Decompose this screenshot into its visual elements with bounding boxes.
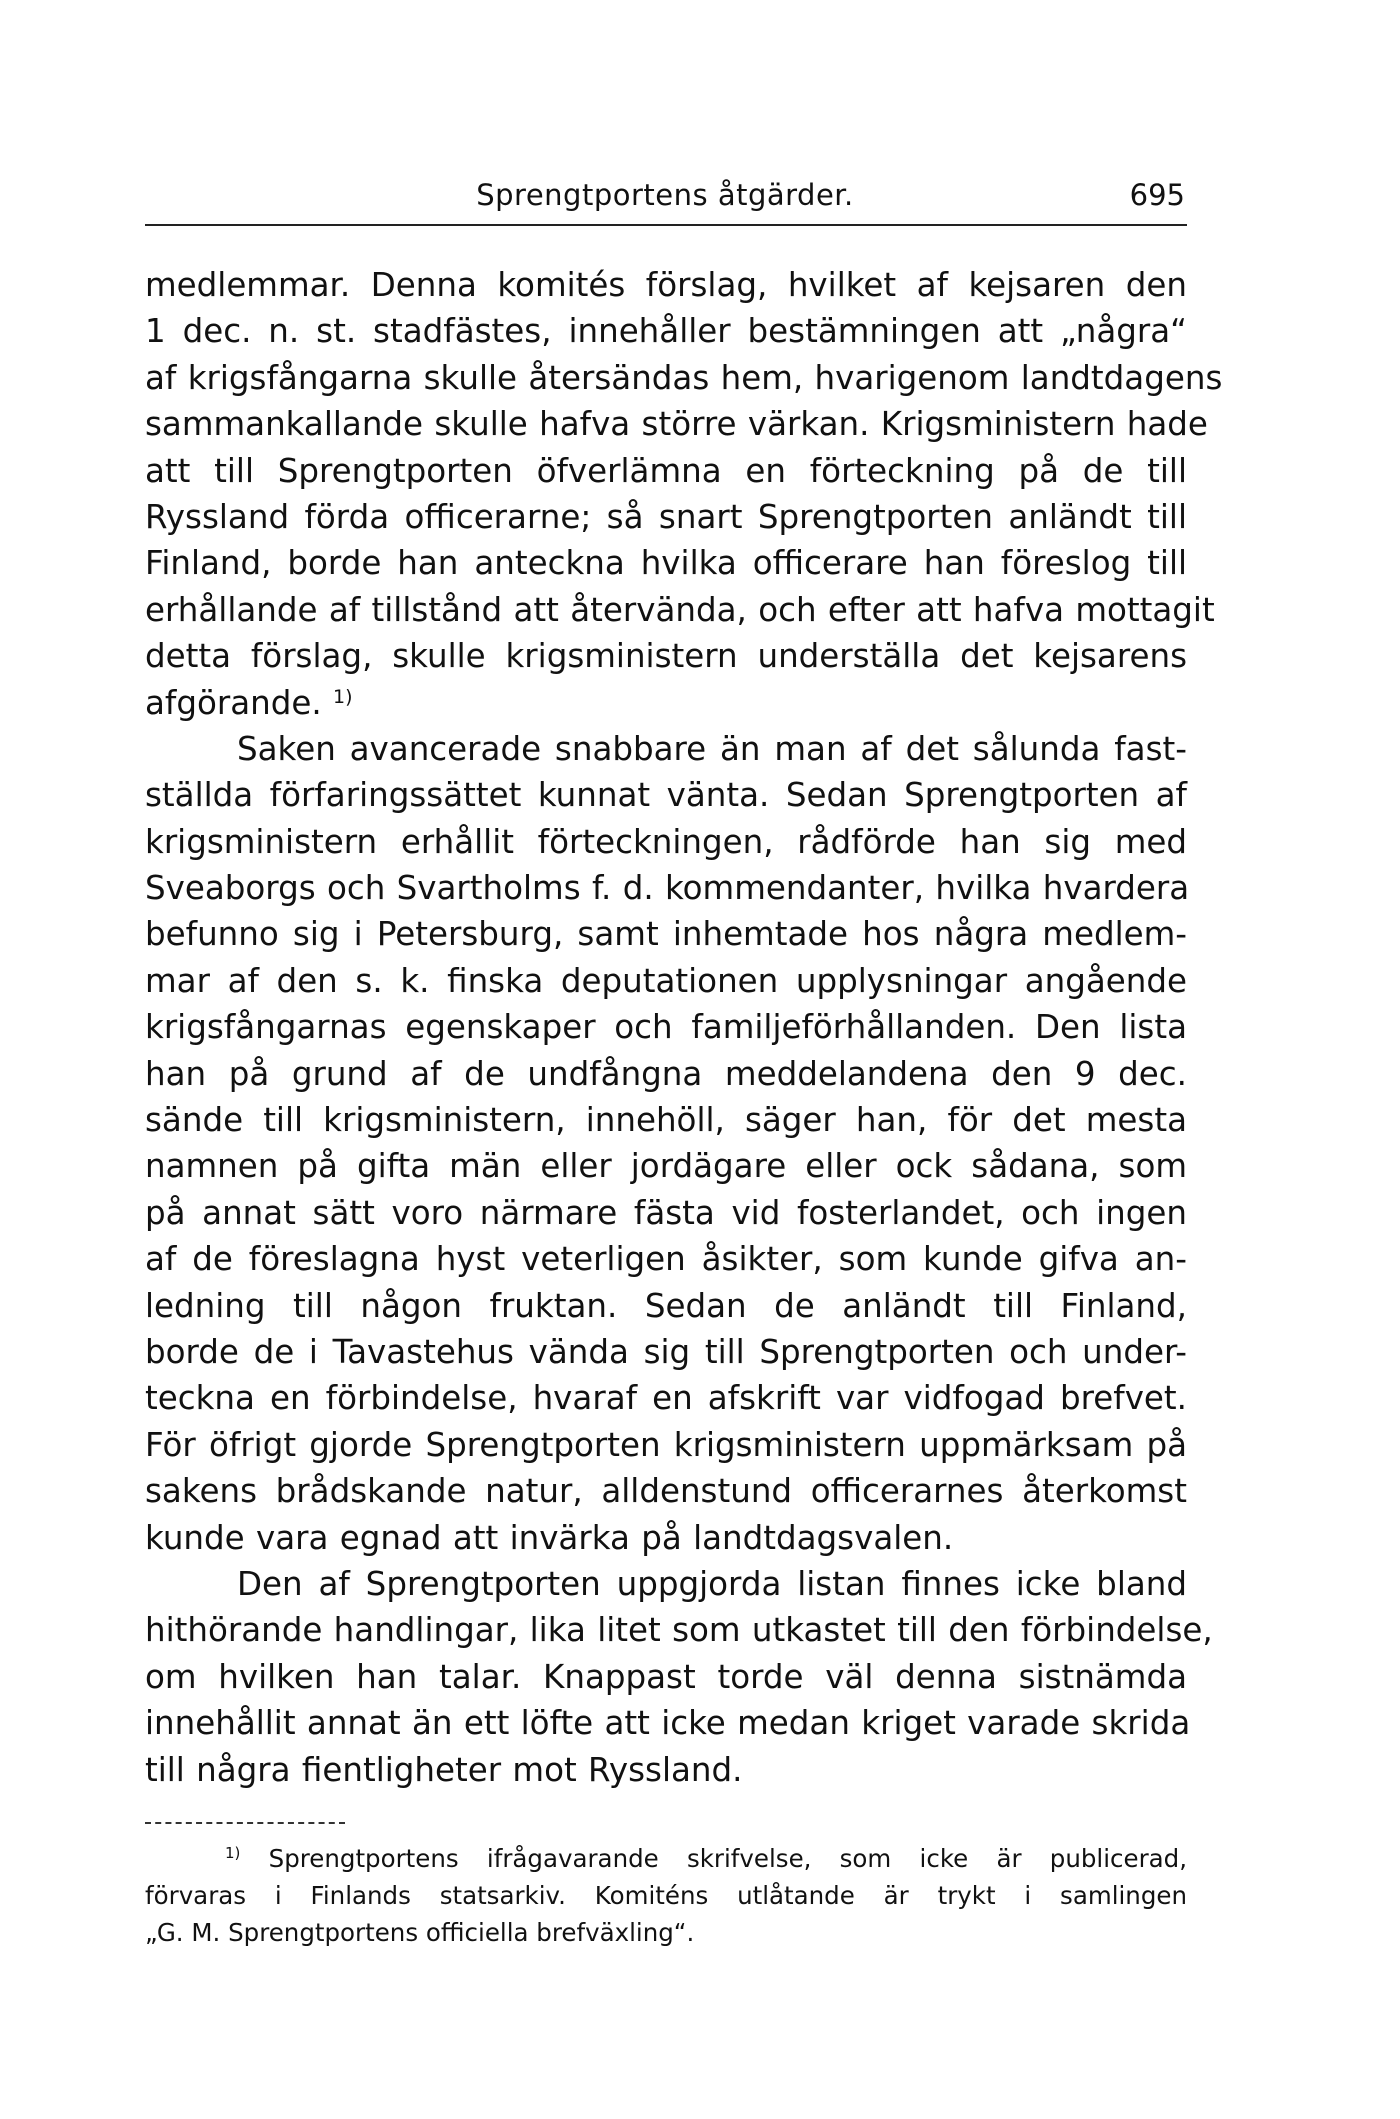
text-line: sammankallande skulle hafva större värkan. Krigsministern hade <box>145 405 1208 444</box>
text-line: ledning till någon fruktan. Sedan de anländt till Finland, <box>145 1286 1187 1325</box>
text-line: ställda förfaringssättet kunnat vänta. Sedan Sprengtporten af <box>145 776 1187 815</box>
text-line: sände till krigsministern, innehöll, säger han, för det mesta <box>145 1101 1187 1140</box>
body-text <box>145 262 1223 1793</box>
text-line: Saken avancerade snabbare än man af det sålunda fast- <box>237 729 1187 768</box>
text-line: han på grund af de undfångna meddelandena den 9 dec. <box>145 1054 1187 1093</box>
text-line: mar af den s. k. finska deputationen upplysningar angående <box>145 961 1187 1000</box>
text-line: Sveaborgs och Svartholms f. d. kommendanter, hvilka hvardera <box>145 869 1190 908</box>
footnote-marker: 1) <box>225 1844 241 1862</box>
text-line: Den af Sprengtporten uppgjorda listan finnes icke bland <box>237 1564 1187 1603</box>
text-line: att till Sprengtporten öfverlämna en förteckning på de till <box>145 451 1187 490</box>
text-line: befunno sig i Petersburg, samt inhemtade hos några medlem- <box>145 915 1187 954</box>
footnote-text: Sprengtportens ifrågavarande skrifvelse, som icke är publicerad, <box>268 1844 1187 1873</box>
text-line: För öfrigt gjorde Sprengtporten krigsministern uppmärksam på <box>145 1425 1187 1464</box>
text-line: krigsfångarnas egenskaper och familjeförhållanden. Den lista <box>145 1008 1187 1047</box>
page-number: 695 <box>1129 178 1185 212</box>
text-line: teckna en förbindelse, hvaraf en afskrift var vidfogad brefvet. <box>145 1379 1187 1418</box>
text-line: medlemmar. Denna komités förslag, hvilket af kejsaren den <box>145 266 1187 304</box>
text-line: Finland, borde han anteckna hvilka officerare han föreslog till <box>145 544 1187 583</box>
footnote-reference: 1) <box>333 685 353 708</box>
footnote-line <box>145 1840 1187 1877</box>
text-line: på annat sätt voro närmare fästa vid fosterlandet, och ingen <box>145 1193 1187 1232</box>
text-line: namnen på gifta män eller jordägare eller ock sådana, som <box>145 1147 1187 1186</box>
header-rule <box>145 224 1187 226</box>
footnote-line: „G. M. Sprengtportens officiella brefväxling“. <box>145 1918 695 1947</box>
text-line: sakens brådskande natur, alldenstund officerarnes återkomst <box>145 1472 1187 1511</box>
text-line: 1 dec. n. st. stadfästes, innehåller bestämningen att „några“ <box>145 312 1187 351</box>
text-line: till några fientligheter mot Ryssland. <box>145 1750 743 1789</box>
text-line: Ryssland förda officerarne; så snart Sprengtporten anländt till <box>145 497 1187 536</box>
running-title: Sprengtportens åtgärder. <box>476 178 854 212</box>
text-line: kunde vara egnad att invärka på landtdagsvalen. <box>145 1518 954 1557</box>
text-line-content: afgörande. <box>145 683 322 722</box>
footnote-line: förvaras i Finlands statsarkiv. Komiténs utlåtande är trykt i samlingen <box>145 1881 1187 1910</box>
text-line: borde de i Tavastehus vända sig till Sprengtporten och under- <box>145 1332 1187 1371</box>
running-head <box>145 178 1185 228</box>
text-line: innehållit annat än ett löfte att icke medan kriget varade skrida <box>145 1704 1191 1743</box>
text-line: erhållande af tillstånd att återvända, och efter att hafva mottagit <box>145 590 1215 629</box>
text-line <box>145 680 1187 726</box>
footnotes <box>145 1840 1187 1951</box>
text-line: af de föreslagna hyst veterligen åsikter, som kunde gifva an- <box>145 1240 1187 1279</box>
text-line: detta förslag, skulle krigsministern underställa det kejsarens <box>145 637 1187 676</box>
text-line: om hvilken han talar. Knappast torde väl denna sistnämda <box>145 1657 1187 1696</box>
footnote-rule <box>145 1822 345 1824</box>
text-line: hithörande handlingar, lika litet som utkastet till den förbindelse, <box>145 1611 1213 1650</box>
text-line: af krigsfångarna skulle återsändas hem, hvarigenom landtdagens <box>145 358 1223 397</box>
text-line: krigsministern erhållit förteckningen, rådförde han sig med <box>145 822 1187 861</box>
